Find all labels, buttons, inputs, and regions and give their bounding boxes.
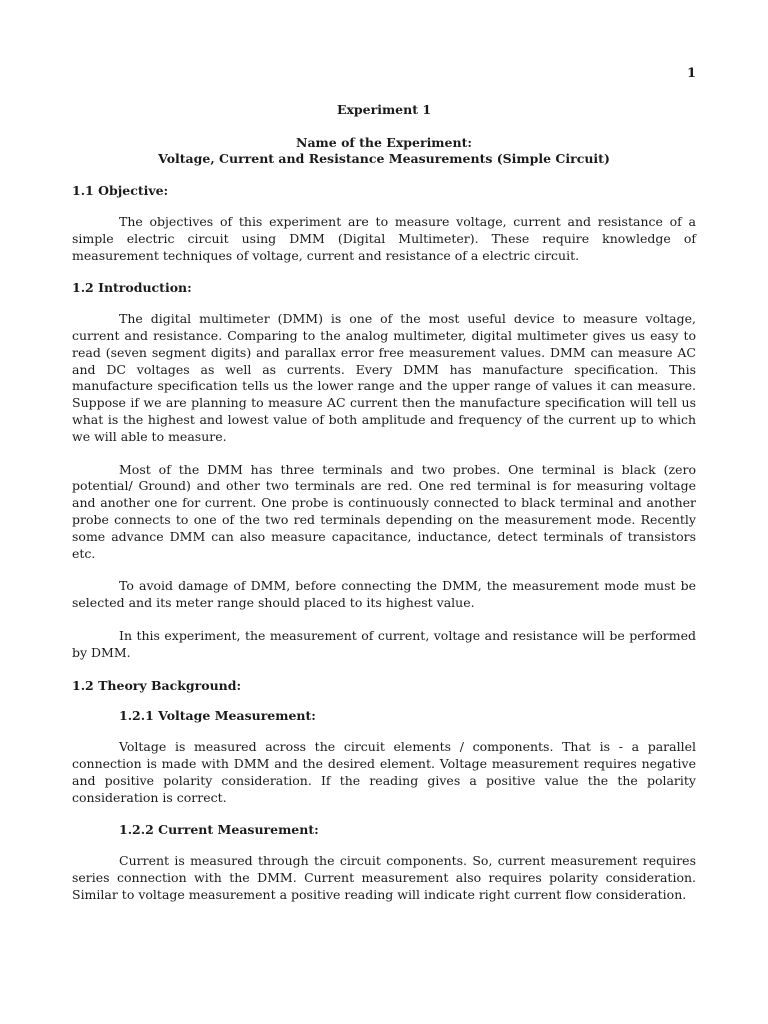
theory-heading: 1.2 Theory Background: <box>72 677 242 693</box>
objective-heading: 1.1 Objective: <box>72 183 169 199</box>
introduction-paragraph: To avoid damage of DMM, before connecting the DMM, the measurement mode must be selected and its meter range should placed to its highest value. <box>72 578 696 611</box>
introduction-paragraph: In this experiment, the measurement of current, voltage and resistance will be performed by DMM. <box>72 627 696 660</box>
current-measurement-heading: 1.2.2 Current Measurement: <box>119 822 319 838</box>
introduction-paragraph: The digital multimeter (DMM) is one of the most useful device to measure voltage, current and resistance. Comparing to the analog multimeter, digital multimeter gives us easy to read (seven segment digits) and parallax error free measurement values. DMM can measure AC and DC voltages as well as currents. Every DMM has manufacture specification. This manufacture specification tells us the lower range and the upper range of values it can measure. Suppose if we are planning to measure AC current then the manufacture specification will tell us what is the highest and lowest value of both amplitude and frequency of the current up to which we will able to measure. <box>72 311 696 444</box>
voltage-measurement-paragraph: Voltage is measured across the circuit elements / components. That is - a parallel connection is made with DMM and the desired element. Voltage measurement requires negative and positive polarity consideration. If the reading gives a positive value the the polarity consideration is correct. <box>72 739 696 805</box>
experiment-title: Experiment 1 <box>336 101 432 117</box>
voltage-measurement-heading: 1.2.1 Voltage Measurement: <box>119 708 316 724</box>
current-measurement-paragraph: Current is measured through the circuit components. So, current measurement requires series connection with the DMM. Current measurement also requires polarity consideration. Similar to voltage measurement a positive reading will indicate right current flow consideration. <box>72 853 696 902</box>
document-page <box>72 66 696 919</box>
objective-paragraph: The objectives of this experiment are to measure voltage, current and resistance of a simple electric circuit using DMM (Digital Multimeter). These require knowledge of measurement techniques of voltage, current and resistance of a electric circuit. <box>72 213 696 263</box>
experiment-name-label: Name of the Experiment: <box>296 134 472 150</box>
introduction-heading: 1.2 Introduction: <box>72 280 192 296</box>
page-number: 1 <box>686 66 696 81</box>
introduction-paragraph: Most of the DMM has three terminals and two probes. One terminal is black (zero potential/ Ground) and other two terminals are red. One red terminal is for measuring voltage and another one for current. One probe is continuously connected to black terminal and another probe connects to one of the two red terminals depending on the measurement mode. Recently some advance DMM can also measure capacitance, inductance, detect terminals of transistors etc. <box>72 461 696 561</box>
experiment-name: Voltage, Current and Resistance Measurements (Simple Circuit) <box>158 151 610 167</box>
